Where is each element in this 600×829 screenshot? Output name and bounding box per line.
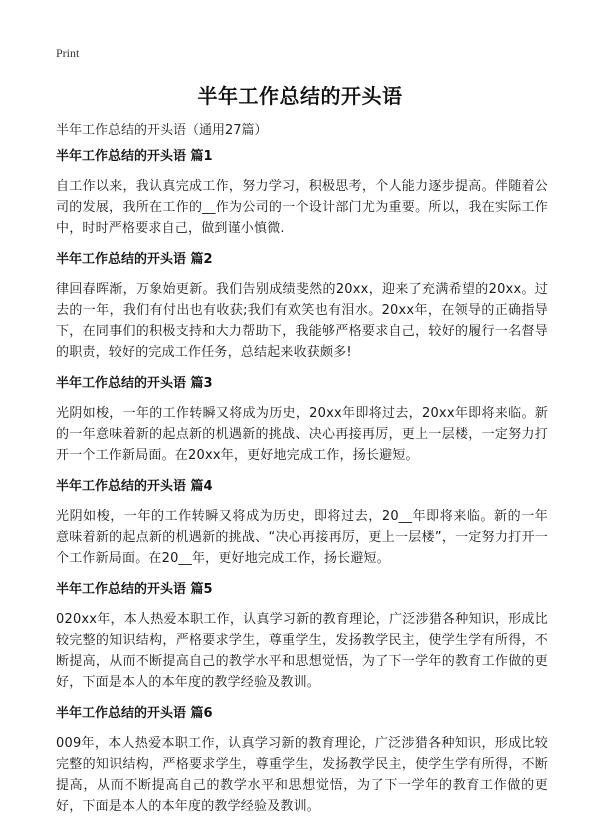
section-heading: 半年工作总结的开头语 篇3 [56, 376, 213, 391]
section-6 [56, 705, 548, 817]
section-5 [56, 581, 548, 693]
section-body: 009年，本人热爱本职工作，认真学习新的教育理论，广泛涉猎各种知识，形成比较完整的知识结构，严格要求学生，尊重学生，发扬教学民主，使学生学有所得，不断提高，从而不断提高自己的教学水平和思想觉悟，为了下一学年的教育工作做的更好，下面是本人的本年度的教学经验及教训。 [56, 736, 548, 814]
section-body: 光阴如梭，一年的工作转瞬又将成为历史，即将过去，20__年即将来临。新的一年意味着新的起点新的机遇新的挑战、“决心再接再厉，更上一层楼”，一定努力打开一个工作新局面。在20__年，更好地完成工作，扬长避短。 [56, 509, 548, 566]
section-3 [56, 375, 548, 466]
section-body: 自工作以来，我认真完成工作，努力学习，积极思考，个人能力逐步提高。伴随着公司的发展，我所在工作的__作为公司的一个设计部门尤为重要。所以，我在实际工作中，时时严格要求自己，做到谨小慎微. [56, 179, 548, 236]
document-subtitle: 半年工作总结的开头语（通用27篇） [56, 123, 268, 138]
section-heading: 半年工作总结的开头语 篇4 [56, 479, 213, 494]
section-body: 020xx年，本人热爱本职工作，认真学习新的教育理论，广泛涉猎各种知识，形成比较完整的知识结构，严格要求学生，尊重学生，发扬教学民主，使学生学有所得，不断提高，从而不断提高自己的教学水平和思想觉悟，为了下一学年的教育工作做的更好，下面是本人的本年度的教学经验及教训。 [56, 612, 548, 690]
section-4 [56, 478, 548, 569]
section-heading: 半年工作总结的开头语 篇6 [56, 706, 213, 721]
section-1 [56, 148, 548, 239]
section-body: 光阴如梭，一年的工作转瞬又将成为历史，20xx年即将过去，20xx年即将来临。新的一年意味着新的起点新的机遇新的挑战、决心再接再厉，更上一层楼，一定努力打开一个工作新局面。在20xx年，更好地完成工作，扬长避短。 [56, 406, 548, 463]
section-heading: 半年工作总结的开头语 篇1 [56, 149, 213, 164]
document-content [56, 148, 548, 829]
print-label: Print [56, 46, 80, 60]
section-heading: 半年工作总结的开头语 篇2 [56, 252, 213, 267]
page-title: 半年工作总结的开头语 [197, 84, 403, 108]
section-heading: 半年工作总结的开头语 篇5 [56, 582, 213, 597]
section-2 [56, 251, 548, 363]
section-body: 律回春晖渐，万象始更新。我们告别成绩斐然的20xx，迎来了充满希望的20xx。过去的一年，我们有付出也有收获;我们有欢笑也有泪水。20xx年，在领导的正确指导下，在同事们的积极支持和大力帮助下，我能够严格要求自己，较好的履行一名督导的职责，较好的完成工作任务，总结起来收获颇多! [56, 282, 548, 360]
